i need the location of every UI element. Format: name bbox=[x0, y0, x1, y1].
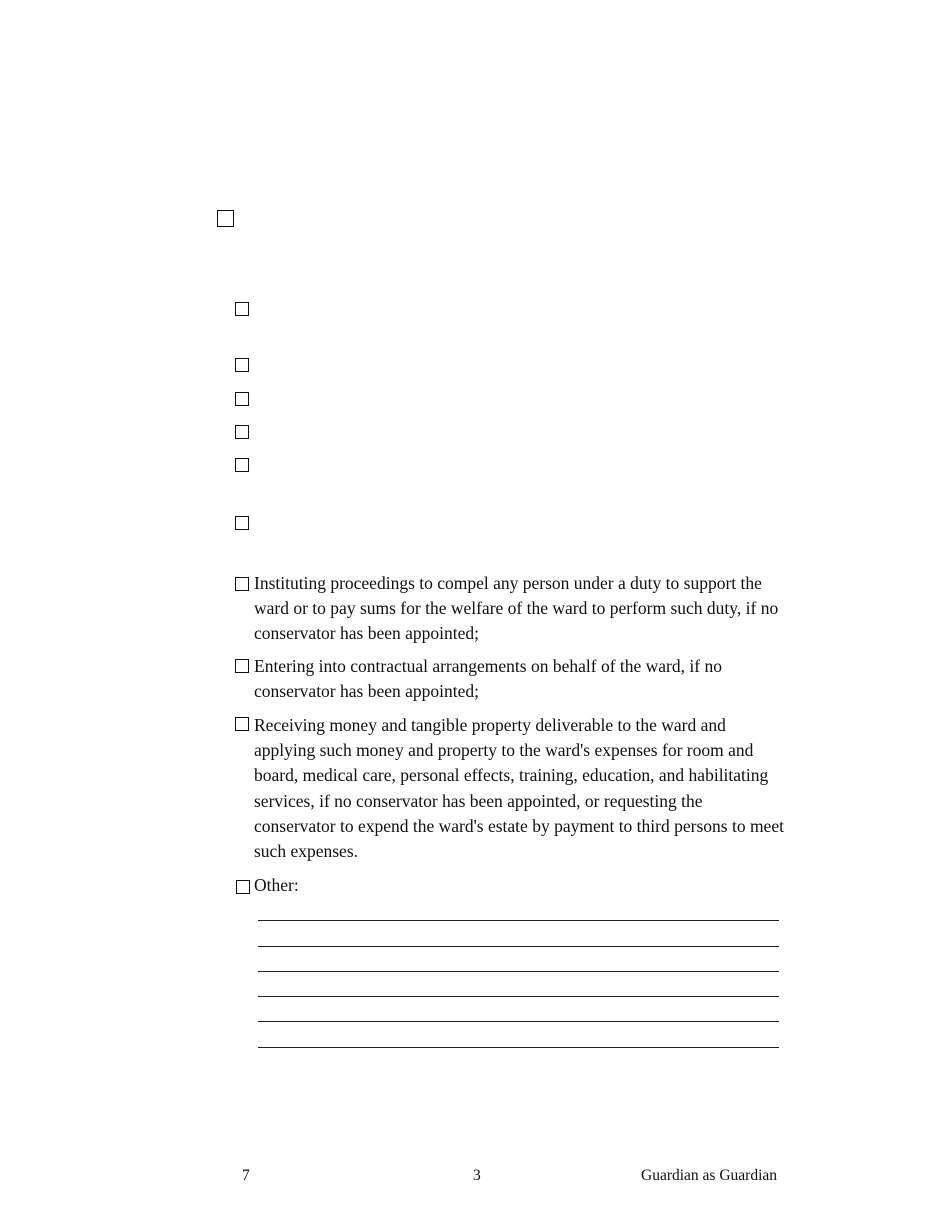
other-line-2[interactable] bbox=[258, 946, 779, 947]
option-checkbox-5[interactable] bbox=[235, 458, 249, 472]
other-line-3[interactable] bbox=[258, 971, 779, 972]
contracts-text: Entering into contractual arrangements on behalf of the ward, if no conservator has been appointed; bbox=[254, 656, 722, 702]
option-checkbox-1[interactable] bbox=[235, 302, 249, 316]
other-checkbox[interactable] bbox=[236, 880, 250, 894]
receive-money-text: Receiving money and tangible property deliverable to the ward and applying such money and property to the ward's expenses for room and board, medical care, personal effects, training, education, and habilitating services, if no conservator has been appointed, or requesting the conservator to expend the ward's estate by payment to third persons to meet such expenses. bbox=[254, 715, 784, 862]
other-line-1[interactable] bbox=[258, 920, 779, 921]
footer-page-number: 3 bbox=[473, 1167, 481, 1184]
footer-left: 7 bbox=[242, 1167, 250, 1184]
main-checkbox[interactable] bbox=[217, 210, 234, 227]
compel-support-checkbox[interactable] bbox=[235, 577, 249, 591]
contracts-checkbox[interactable] bbox=[235, 659, 249, 673]
other-label: Other: bbox=[254, 875, 299, 895]
option-checkbox-4[interactable] bbox=[235, 425, 249, 439]
other-line-4[interactable] bbox=[258, 996, 779, 997]
other-line-5[interactable] bbox=[258, 1021, 779, 1022]
option-checkbox-3[interactable] bbox=[235, 392, 249, 406]
other-line-6[interactable] bbox=[258, 1047, 779, 1048]
compel-support-text: Instituting proceedings to compel any person under a duty to support the ward or to pay sums for the welfare of the ward to perform such duty, if no conservator has been appointed; bbox=[254, 573, 779, 644]
receive-money-checkbox[interactable] bbox=[235, 717, 249, 731]
option-checkbox-6[interactable] bbox=[235, 516, 249, 530]
option-checkbox-2[interactable] bbox=[235, 358, 249, 372]
footer-title: Guardian as Guardian bbox=[641, 1167, 778, 1184]
